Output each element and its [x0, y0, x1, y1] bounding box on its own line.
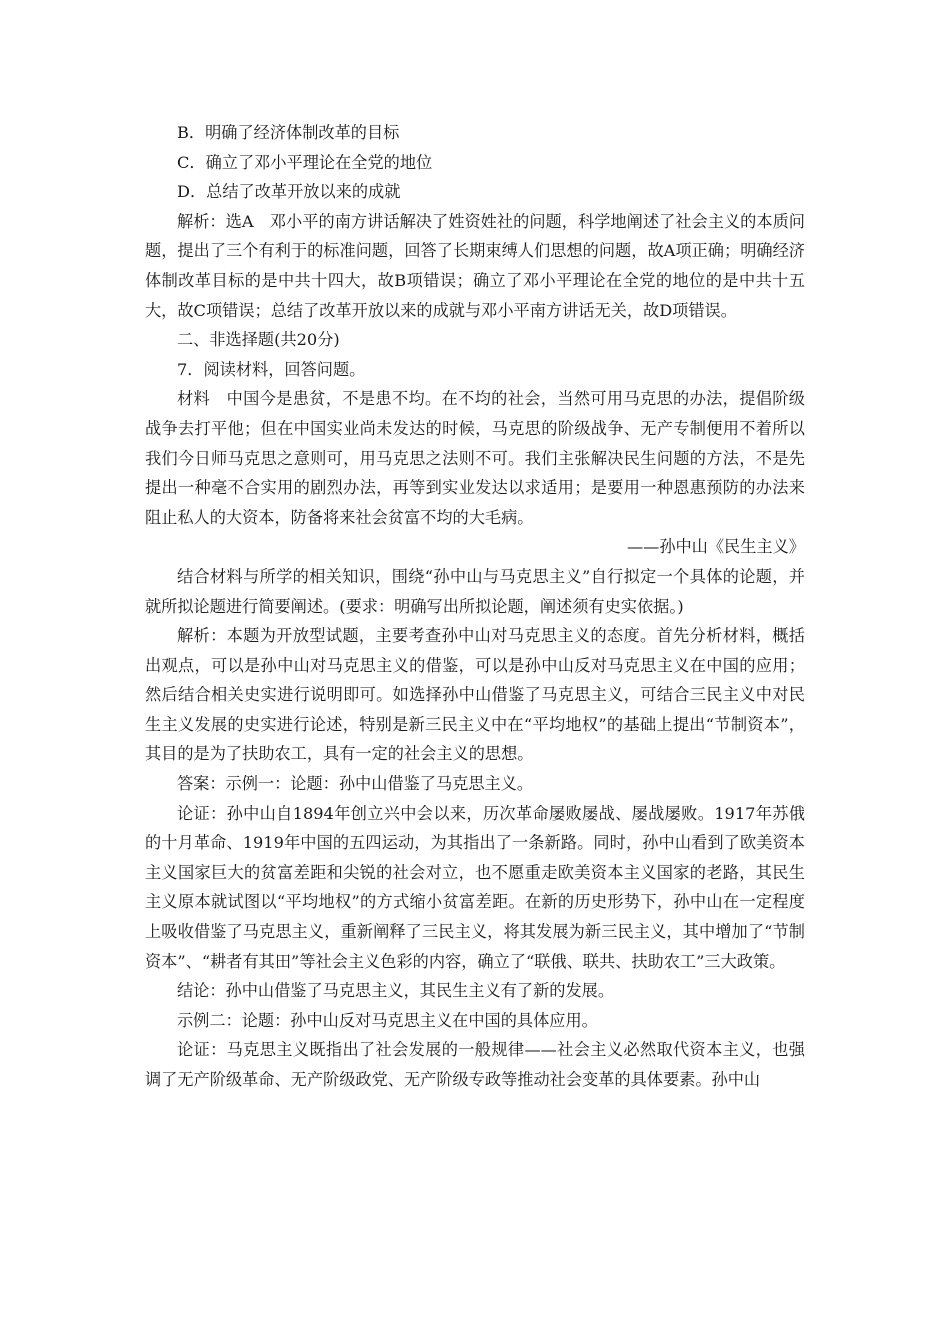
material-quote: 材料 中国今是患贫，不是患不均。在不均的社会，当然可用马克思的办法，提倡阶级战争去打平他；但在中国实业尚未发达的时候，马克思的阶级战争、无产专制便用不着所以我们今日师马克思之意则可，用马克思之法则不可。我们主张解决民生问题的方法，不是先提出一种毫不合实用的剧烈办法，再等到实业发达以求适用；是要用一种恩惠预防的办法来阻止私人的大资本，防备将来社会贫富不均的大毛病。: [145, 389, 805, 527]
option-d: D．总结了改革开放以来的成就: [177, 182, 401, 202]
section-heading: 二、非选择题(共20分): [177, 330, 340, 350]
quote-source: ——孙中山《民生主义》: [626, 537, 805, 557]
answer-example-2: 示例二：论题：孙中山反对马克思主义在中国的具体应用。: [177, 1010, 598, 1030]
question-7: 7．阅读材料，回答问题。: [177, 359, 366, 379]
analysis-paragraph-2: 解析：本题为开放型试题，主要考查孙中山对马克思主义的态度。首先分析材料，概括出观点，可以是孙中山对马克思主义的借鉴，可以是孙中山反对马克思主义在中国的应用；然后结合相关史实进行说明即可。如选择孙中山借鉴了马克思主义，可结合三民主义中对民生主义发展的史实进行论述，特别是新三民主义中在“平均地权”的基础上提出“节制资本”，其目的是为了扶助农工，具有一定的社会主义的思想。: [145, 626, 805, 764]
task-prompt: 结合材料与所学的相关知识，围绕“孙中山与马克思主义”自行拟定一个具体的论题，并就所拟论题进行简要阐述。(要求：明确写出所拟论题，阐述须有史实依据。): [145, 566, 805, 616]
analysis-paragraph-1: 解析：选A 邓小平的南方讲话解决了姓资姓社的问题，科学地阐述了社会主义的本质问题，提出了三个有利于的标准问题，回答了长期束缚人们思想的问题，故A项正确；明确经济体制改革目标的是中共十四大，故B项错误；确立了邓小平理论在全党的地位的是中共十五大，故C项错误；总结了改革开放以来的成就与邓小平南方讲话无关，故D项错误。: [145, 211, 805, 320]
argument-1: 论证：孙中山自1894年创立兴中会以来，历次革命屡败屡战、屡战屡败。1917年苏俄的十月革命、1919年中国的五四运动，为其指出了一条新路。同时，孙中山看到了欧美资本主义国家巨大的贫富差距和尖锐的社会对立，也不愿重走欧美资本主义国家的老路，其民生主义原本就试图以“平均地权”的方式缩小贫富差距。在新的历史形势下，孙中山在一定程度上吸收借鉴了马克思主义，重新阐释了三民主义，将其发展为新三民主义，其中增加了“节制资本”、“耕者有其田”等社会主义色彩的内容，确立了“联俄、联共、扶助农工”三大政策。: [145, 803, 805, 971]
document-page: [145, 118, 805, 1095]
answer-example-1: 答案：示例一：论题：孙中山借鉴了马克思主义。: [177, 774, 534, 794]
option-c: C．确立了邓小平理论在全党的地位: [177, 152, 433, 172]
conclusion-1: 结论：孙中山借鉴了马克思主义，其民生主义有了新的发展。: [177, 981, 615, 1001]
argument-2: 论证：马克思主义既指出了社会发展的一般规律——社会主义必然取代资本主义，也强调了无产阶级革命、无产阶级政党、无产阶级专政等推动社会变革的具体要素。孙中山: [145, 1040, 805, 1089]
option-b: B．明确了经济体制改革的目标: [177, 123, 400, 142]
